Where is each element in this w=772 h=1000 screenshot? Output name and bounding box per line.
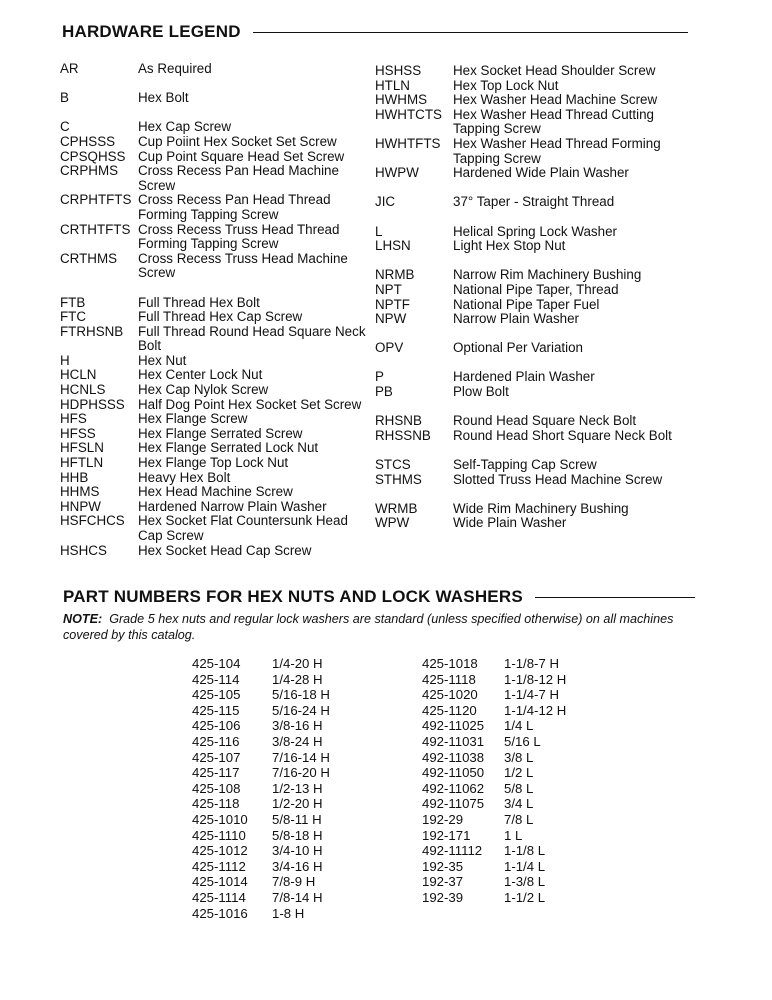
part-number: 192-39 — [422, 889, 464, 905]
legend-entry — [60, 325, 366, 354]
legend-abbreviation: FTB — [60, 294, 86, 310]
part-size: 5/8-18 H — [272, 827, 323, 843]
legend-description: Round Head Short Square Neck Bolt — [453, 427, 672, 443]
legend-spacer — [375, 210, 683, 225]
note-label: NOTE: — [63, 612, 103, 626]
legend-description: Narrow Rim Machinery Bushing — [453, 267, 642, 283]
part-size: 1/2 L — [504, 765, 534, 781]
part-row — [192, 765, 330, 781]
part-size: 3/8 L — [504, 749, 534, 765]
legend-spacer — [60, 77, 366, 92]
legend-entry — [60, 500, 366, 515]
part-number: 492-11062 — [422, 780, 485, 796]
legend-abbreviation: C — [60, 119, 70, 135]
part-size: 3/8-24 H — [272, 733, 323, 749]
part-size: 7/16-14 H — [272, 749, 330, 765]
legend-entry — [60, 544, 366, 559]
part-row — [192, 718, 330, 734]
legend-description: Cup Point Square Head Set Screw — [138, 148, 345, 164]
legend-abbreviation: AR — [60, 61, 79, 76]
legend-description: Hex Flange Screw — [138, 411, 248, 427]
legend-entry — [375, 225, 683, 240]
part-row — [192, 781, 330, 797]
legend-description: Hex Washer Head Thread Forming Tapping Screw — [453, 135, 661, 166]
legend-description: National Pipe Taper, Thread — [453, 281, 619, 297]
part-size: 1/2-13 H — [272, 780, 323, 796]
legend-description: Hex Nut — [138, 352, 187, 368]
part-row — [192, 734, 330, 750]
legend-description: Full Thread Hex Bolt — [138, 294, 260, 310]
part-size: 1/4-28 H — [272, 671, 323, 687]
part-size: 1-8 H — [272, 905, 305, 921]
legend-entry — [375, 166, 683, 181]
legend-abbreviation: RHSNB — [375, 413, 422, 429]
part-number: 425-1110 — [192, 827, 246, 843]
part-size: 7/8-9 H — [272, 874, 316, 890]
part-row — [192, 843, 330, 859]
part-number: 425-1012 — [192, 843, 248, 859]
part-row — [192, 796, 330, 812]
legend-description: Heavy Hex Bolt — [138, 469, 231, 485]
part-number: 492-11025 — [422, 718, 485, 734]
part-size: 5/16-18 H — [272, 687, 330, 703]
legend-entry — [60, 223, 366, 252]
part-size: 1-1/4-7 H — [504, 687, 559, 703]
part-size: 1-1/2 L — [504, 889, 546, 905]
legend-entry — [375, 385, 683, 400]
part-number: 425-115 — [192, 702, 240, 718]
part-size: 1-1/8-7 H — [504, 656, 559, 671]
legend-entry — [60, 412, 366, 427]
legend-description: Hex Socket Head Shoulder Screw — [453, 63, 656, 78]
part-number: 425-118 — [192, 796, 240, 812]
part-number: 425-106 — [192, 718, 241, 734]
legend-abbreviation: HSHCS — [60, 542, 107, 558]
legend-abbreviation: STCS — [375, 457, 411, 473]
legend-description: Full Thread Round Head Square Neck Bolt — [138, 323, 366, 354]
part-numbers-note — [63, 612, 683, 643]
part-number: 192-29 — [422, 811, 464, 827]
legend-description: Helical Spring Lock Washer — [453, 223, 617, 239]
part-row — [422, 765, 566, 781]
legend-description: Cup Poiint Hex Socket Set Screw — [138, 133, 337, 149]
part-row — [422, 656, 566, 672]
part-size: 1-1/4-12 H — [504, 702, 567, 718]
legend-description: Plow Bolt — [453, 384, 509, 400]
legend-description: Hex Cap Screw — [138, 119, 232, 135]
legend-description: Hex Flange Serrated Lock Nut — [138, 440, 319, 456]
legend-description: Hex Socket Flat Countersunk Head Cap Screw — [138, 513, 348, 543]
part-row — [192, 890, 330, 906]
legend-abbreviation: HFSLN — [60, 440, 104, 456]
legend-entry — [375, 239, 683, 254]
part-row — [422, 687, 566, 703]
legend-entry — [375, 137, 683, 166]
legend-entry — [60, 135, 366, 150]
legend-entry — [60, 164, 366, 193]
part-size: 3/8-16 H — [272, 718, 323, 734]
legend-description: As Required — [138, 61, 212, 76]
legend-abbreviation: WRMB — [375, 500, 418, 516]
part-row — [422, 796, 566, 812]
part-row — [422, 718, 566, 734]
legend-description: Slotted Truss Head Machine Screw — [453, 471, 663, 487]
part-number: 425-1018 — [422, 656, 478, 671]
legend-right-column — [375, 64, 683, 531]
legend-description: Optional Per Variation — [453, 340, 584, 356]
legend-abbreviation: HHMS — [60, 484, 100, 500]
part-row — [192, 874, 330, 890]
hardware-legend-heading — [62, 22, 688, 42]
part-row — [192, 687, 330, 703]
parts-right-column — [422, 656, 566, 906]
legend-description: Hex Washer Head Thread Cutting Tapping Screw — [453, 106, 654, 137]
part-number: 492-11075 — [422, 796, 485, 812]
legend-spacer — [375, 356, 683, 371]
legend-entry — [60, 193, 366, 222]
part-row — [422, 703, 566, 719]
part-size: 1-1/8-12 H — [504, 671, 567, 687]
part-number: 425-1120 — [422, 702, 477, 718]
legend-abbreviation: HWPW — [375, 165, 419, 181]
part-row — [422, 734, 566, 750]
legend-description: National Pipe Taper Fuel — [453, 296, 600, 312]
part-number: 192-37 — [422, 874, 464, 890]
part-row — [192, 656, 330, 672]
part-size: 1-1/4 L — [504, 858, 546, 874]
legend-description: Cross Recess Truss Head Machine Screw — [138, 250, 348, 281]
part-size: 7/16-20 H — [272, 765, 330, 781]
legend-description: Cross Recess Truss Head Thread Forming Tapping Screw — [138, 221, 340, 252]
legend-description: Hex Center Lock Nut — [138, 367, 263, 383]
part-row — [422, 750, 566, 766]
legend-entry — [60, 296, 366, 311]
legend-description: Self-Tapping Cap Screw — [453, 457, 597, 473]
part-size: 5/8-11 H — [272, 811, 322, 827]
hardware-legend-title: HARDWARE LEGEND — [62, 22, 241, 41]
legend-spacer — [375, 181, 683, 196]
legend-description: Hardened Narrow Plain Washer — [138, 498, 327, 514]
legend-entry — [60, 514, 366, 543]
parts-left-column — [192, 656, 330, 921]
part-number: 492-11038 — [422, 749, 485, 765]
legend-abbreviation: CRPHTFTS — [60, 192, 132, 208]
legend-entry — [375, 516, 683, 531]
part-row — [422, 781, 566, 797]
legend-abbreviation: HTLN — [375, 77, 410, 93]
legend-entry — [375, 502, 683, 517]
legend-abbreviation: NRMB — [375, 267, 415, 283]
heading-rule — [253, 32, 688, 33]
legend-entry — [60, 383, 366, 398]
legend-entry — [60, 368, 366, 383]
legend-entry — [60, 91, 366, 106]
legend-entry — [60, 252, 366, 281]
part-number: 425-104 — [192, 656, 241, 671]
part-number: 425-114 — [192, 671, 240, 687]
part-size: 5/16-24 H — [272, 702, 330, 718]
legend-abbreviation: HSHSS — [375, 63, 422, 78]
legend-description: Hex Flange Serrated Screw — [138, 425, 303, 441]
legend-entry — [60, 485, 366, 500]
legend-entry — [375, 268, 683, 283]
legend-entry — [375, 458, 683, 473]
legend-description: Half Dog Point Hex Socket Set Screw — [138, 396, 362, 412]
legend-abbreviation: HWHMS — [375, 92, 428, 108]
legend-description: Hardened Wide Plain Washer — [453, 165, 629, 181]
part-number: 192-171 — [422, 827, 471, 843]
legend-abbreviation: H — [60, 352, 70, 368]
part-row — [192, 828, 330, 844]
legend-abbreviation: WPW — [375, 515, 410, 531]
legend-spacer — [375, 254, 683, 269]
legend-abbreviation: NPT — [375, 281, 402, 297]
part-row — [192, 672, 330, 688]
legend-entry — [60, 441, 366, 456]
part-size: 3/4 L — [504, 796, 534, 812]
part-numbers-heading — [63, 587, 695, 607]
part-number: 492-11050 — [422, 765, 485, 781]
part-size: 1 L — [504, 827, 523, 843]
legend-abbreviation: HCNLS — [60, 382, 106, 398]
legend-abbreviation: CRTHTFTS — [60, 221, 131, 237]
legend-abbreviation: P — [375, 369, 384, 385]
legend-entry — [375, 429, 683, 444]
part-number: 425-1016 — [192, 905, 248, 921]
legend-abbreviation: LHSN — [375, 238, 411, 254]
legend-description: Full Thread Hex Cap Screw — [138, 309, 303, 325]
part-size: 5/8 L — [504, 780, 534, 796]
legend-entry — [60, 150, 366, 165]
part-row — [422, 672, 566, 688]
legend-description: Hex Top Lock Nut — [453, 77, 559, 93]
legend-entry — [375, 283, 683, 298]
legend-description: Hex Bolt — [138, 90, 189, 106]
legend-abbreviation: RHSSNB — [375, 427, 431, 443]
legend-description: Cross Recess Pan Head Machine Screw — [138, 163, 339, 193]
part-row — [422, 874, 566, 890]
part-number: 425-1118 — [422, 671, 476, 687]
legend-entry — [375, 414, 683, 429]
legend-entry — [375, 64, 683, 79]
legend-abbreviation: HFS — [60, 411, 87, 427]
legend-entry — [375, 79, 683, 94]
legend-abbreviation: HWHTCTS — [375, 106, 442, 122]
part-row — [192, 859, 330, 875]
legend-abbreviation: B — [60, 90, 69, 106]
part-row — [422, 890, 566, 906]
part-number: 425-107 — [192, 749, 241, 765]
legend-description: 37° Taper - Straight Thread — [453, 194, 615, 210]
legend-entry — [60, 120, 366, 135]
part-row — [192, 906, 330, 922]
legend-entry — [60, 310, 366, 325]
legend-abbreviation: STHMS — [375, 471, 422, 487]
part-size: 3/4-16 H — [272, 858, 323, 874]
part-size: 7/8 L — [504, 811, 534, 827]
part-size: 1/2-20 H — [272, 796, 323, 812]
legend-abbreviation: CRTHMS — [60, 250, 118, 266]
legend-abbreviation: HNPW — [60, 498, 101, 514]
legend-left-column — [60, 62, 366, 558]
legend-spacer — [375, 443, 683, 458]
legend-entry — [375, 341, 683, 356]
legend-entry — [375, 298, 683, 313]
legend-description: Hardened Plain Washer — [453, 369, 595, 385]
legend-entry — [375, 93, 683, 108]
part-row — [422, 859, 566, 875]
legend-description: Wide Plain Washer — [453, 515, 567, 531]
legend-abbreviation: OPV — [375, 340, 404, 356]
part-row — [422, 828, 566, 844]
legend-abbreviation: HDPHSSS — [60, 396, 125, 412]
legend-description: Light Hex Stop Nut — [453, 238, 566, 254]
part-number: 192-35 — [422, 858, 464, 874]
note-text: Grade 5 hex nuts and regular lock washers are standard (unless specified otherwise) on all machines covered by this catalog. — [63, 612, 674, 642]
part-number: 492-11112 — [422, 843, 483, 859]
legend-entry — [375, 195, 683, 210]
legend-description: Hex Washer Head Machine Screw — [453, 92, 658, 108]
legend-description: Hex Socket Head Cap Screw — [138, 542, 312, 558]
legend-spacer — [60, 106, 366, 121]
legend-abbreviation: JIC — [375, 194, 396, 210]
legend-abbreviation: HSFCHCS — [60, 513, 125, 529]
part-size: 1/4-20 H — [272, 656, 323, 671]
part-size: 3/4-10 H — [272, 843, 323, 859]
part-number: 425-1114 — [192, 889, 246, 905]
legend-abbreviation: PB — [375, 384, 393, 400]
legend-description: Round Head Square Neck Bolt — [453, 413, 637, 429]
part-size: 1-3/8 L — [504, 874, 546, 890]
legend-entry — [375, 108, 683, 137]
part-number: 425-116 — [192, 733, 240, 749]
part-number: 425-1010 — [192, 811, 248, 827]
part-row — [192, 703, 330, 719]
legend-entry — [60, 398, 366, 413]
part-row — [192, 812, 330, 828]
heading-rule — [535, 597, 695, 598]
part-numbers-title: PART NUMBERS FOR HEX NUTS AND LOCK WASHERS — [63, 587, 523, 606]
legend-entry — [375, 370, 683, 385]
legend-abbreviation: HCLN — [60, 367, 97, 383]
legend-description: Hex Head Machine Screw — [138, 484, 293, 500]
legend-abbreviation: CRPHMS — [60, 163, 119, 179]
legend-entry — [375, 473, 683, 488]
part-size: 1/4 L — [504, 718, 534, 734]
part-row — [422, 843, 566, 859]
part-number: 425-108 — [192, 780, 241, 796]
part-row — [422, 812, 566, 828]
part-number: 425-1014 — [192, 874, 248, 890]
legend-description: Hex Cap Nylok Screw — [138, 382, 269, 398]
legend-description: Wide Rim Machinery Bushing — [453, 500, 629, 516]
legend-entry — [60, 427, 366, 442]
legend-description: Narrow Plain Washer — [453, 311, 580, 327]
legend-abbreviation: HFTLN — [60, 455, 104, 471]
legend-abbreviation: L — [375, 223, 383, 239]
legend-description: Cross Recess Pan Head Thread Forming Tapping Screw — [138, 192, 331, 222]
legend-abbreviation: FTRHSNB — [60, 323, 124, 339]
legend-entry — [60, 471, 366, 486]
legend-abbreviation: FTC — [60, 309, 87, 325]
legend-abbreviation: NPW — [375, 311, 407, 327]
legend-spacer — [375, 487, 683, 502]
legend-entry — [60, 62, 366, 77]
legend-entry — [60, 354, 366, 369]
legend-entry — [60, 456, 366, 471]
part-size: 5/16 L — [504, 733, 541, 749]
part-size: 7/8-14 H — [272, 889, 323, 905]
legend-spacer — [60, 281, 366, 296]
part-number: 425-105 — [192, 687, 241, 703]
legend-abbreviation: CPHSSS — [60, 133, 116, 149]
legend-description: Hex Flange Top Lock Nut — [138, 455, 289, 471]
legend-spacer — [375, 400, 683, 415]
part-number: 425-1020 — [422, 687, 478, 703]
legend-abbreviation: HWHTFTS — [375, 135, 441, 151]
legend-spacer — [375, 327, 683, 342]
part-number: 492-11031 — [422, 733, 485, 749]
part-number: 425-1112 — [192, 858, 246, 874]
part-size: 1-1/8 L — [504, 843, 546, 859]
legend-abbreviation: CPSQHSS — [60, 148, 126, 164]
legend-entry — [375, 312, 683, 327]
legend-abbreviation: HHB — [60, 469, 89, 485]
part-row — [192, 750, 330, 766]
legend-abbreviation: HFSS — [60, 425, 96, 441]
part-number: 425-117 — [192, 765, 240, 781]
legend-abbreviation: NPTF — [375, 296, 410, 312]
